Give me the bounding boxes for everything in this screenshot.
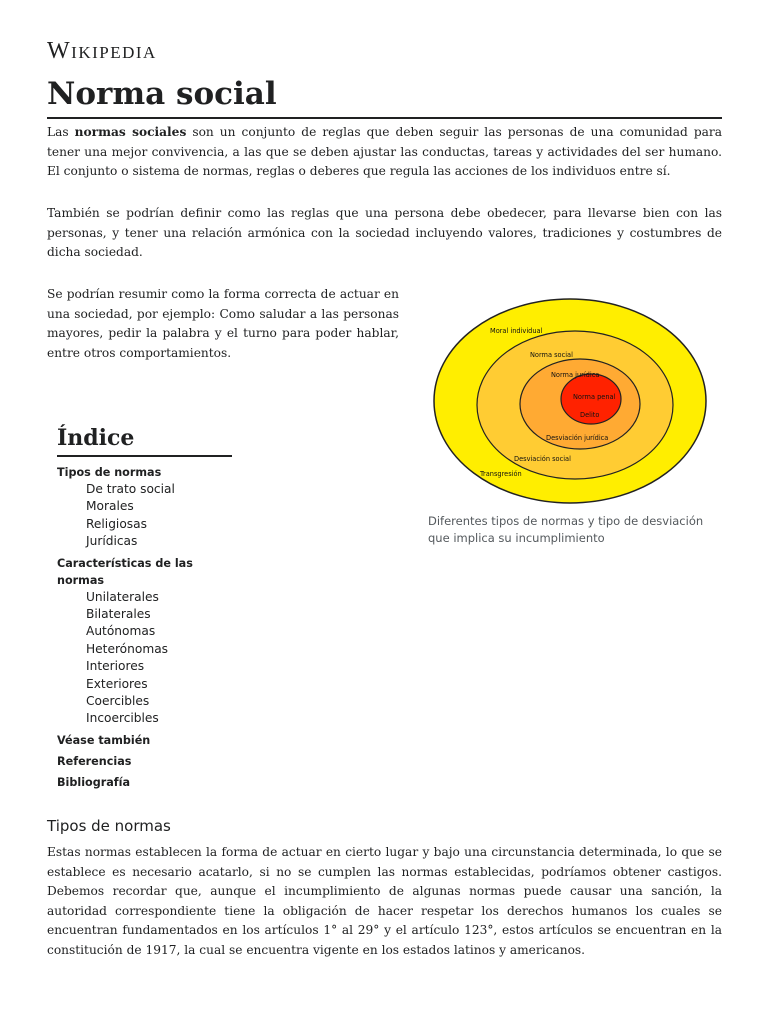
toc-section-link[interactable]: Referencias bbox=[57, 754, 132, 768]
toc-subsection-link[interactable]: Interiores bbox=[86, 659, 145, 674]
figure-caption: Diferentes tipos de normas y tipo de desviación que implica su incumplimiento bbox=[428, 514, 704, 545]
wikipedia-wordmark[interactable]: Wikipedia bbox=[47, 38, 157, 64]
toc-heading: Índice bbox=[57, 424, 232, 457]
toc-subsection-link[interactable]: Morales bbox=[86, 499, 134, 514]
paragraph-summary: Se podrían resumir como la forma correcta de actuar en una sociedad, por ejemplo: Como saludar a las personas mayores, pedir la palabra y el turno para poder hablar, entre otros comportamientos. bbox=[47, 287, 399, 360]
toc-section-link[interactable]: Tipos de normas bbox=[57, 466, 162, 479]
toc-list bbox=[57, 464, 232, 791]
label-norma-social: Norma social bbox=[530, 351, 573, 359]
intro-paragraph bbox=[47, 123, 722, 182]
label-norma-juridica: Norma jurídica bbox=[551, 371, 600, 379]
page-title: Norma social bbox=[47, 74, 722, 119]
toc-section-link[interactable]: Bibliografía bbox=[57, 775, 131, 789]
toc-subsection-link[interactable]: Bilaterales bbox=[86, 607, 151, 622]
label-moral-individual: Moral individual bbox=[490, 327, 543, 335]
toc-subsection-link[interactable]: Coercibles bbox=[86, 694, 150, 709]
intro-prefix: Las bbox=[47, 125, 75, 139]
concentric-norms-diagram[interactable] bbox=[430, 295, 710, 507]
label-desviacion-social: Desviación social bbox=[514, 455, 571, 463]
label-delito: Delito bbox=[580, 411, 600, 419]
paragraph-definition: También se podrían definir como las reglas que una persona debe obedecer, para llevarse bien con las personas, y tener una relación armónica con la sociedad incluyendo valores, tradiciones y costumbres de dicha sociedad. bbox=[47, 206, 722, 259]
toc-subsection-link[interactable]: Incoercibles bbox=[86, 711, 159, 726]
table-of-contents bbox=[57, 424, 232, 791]
section-heading-tipos: Tipos de normas bbox=[47, 817, 171, 835]
intro-bold-term: normas sociales bbox=[74, 125, 187, 139]
label-desviacion-juridica: Desviación jurídica bbox=[546, 434, 609, 442]
label-norma-penal: Norma penal bbox=[573, 393, 616, 401]
norms-figure bbox=[425, 295, 725, 547]
toc-subsection-link[interactable]: Unilaterales bbox=[86, 589, 159, 604]
toc-subsection-link[interactable]: De trato social bbox=[86, 482, 175, 496]
toc-subsection-link[interactable]: Jurídicas bbox=[86, 534, 138, 549]
toc-subsection-link[interactable]: Heterónomas bbox=[86, 641, 169, 656]
intro-rest: son un conjunto de reglas que deben seguir las personas de una comunidad para tener una mejor convivencia, a las que se deben ajustar las conductas, tareas y actividades del ser humano. El conjunto o sistema de normas, reglas o deberes que regula las acciones de los individuos entre sí. bbox=[47, 125, 722, 178]
label-transgresion: Transgresión bbox=[480, 470, 522, 478]
toc-section-link[interactable]: Características de las normas bbox=[57, 556, 193, 587]
paragraph-tipos: Estas normas establecen la forma de actuar en cierto lugar y bajo una circunstancia determinada, lo que se establece es necesario acatarlo, si no se cumplen las normas establecidas, podríamos obtener castigos. Debemos recordar que, aunque el incumplimiento de algunas normas puede causar una sanción, la autoridad correspondiente tiene la obligación de hacer respetar los derechos humanos los cuales se encuentran fundamentados en los artículos 1° al 29° y el artículo 123°, estos artículos se encuentran en la constitución de 1917, la cual se encuentra vigente en los estados latinos y americanos. bbox=[47, 845, 722, 957]
toc-section-link[interactable]: Véase también bbox=[57, 733, 151, 747]
toc-subsection-link[interactable]: Exteriores bbox=[86, 676, 148, 691]
toc-subsection-link[interactable]: Autónomas bbox=[86, 624, 156, 639]
toc-subsection-link[interactable]: Religiosas bbox=[86, 516, 147, 531]
